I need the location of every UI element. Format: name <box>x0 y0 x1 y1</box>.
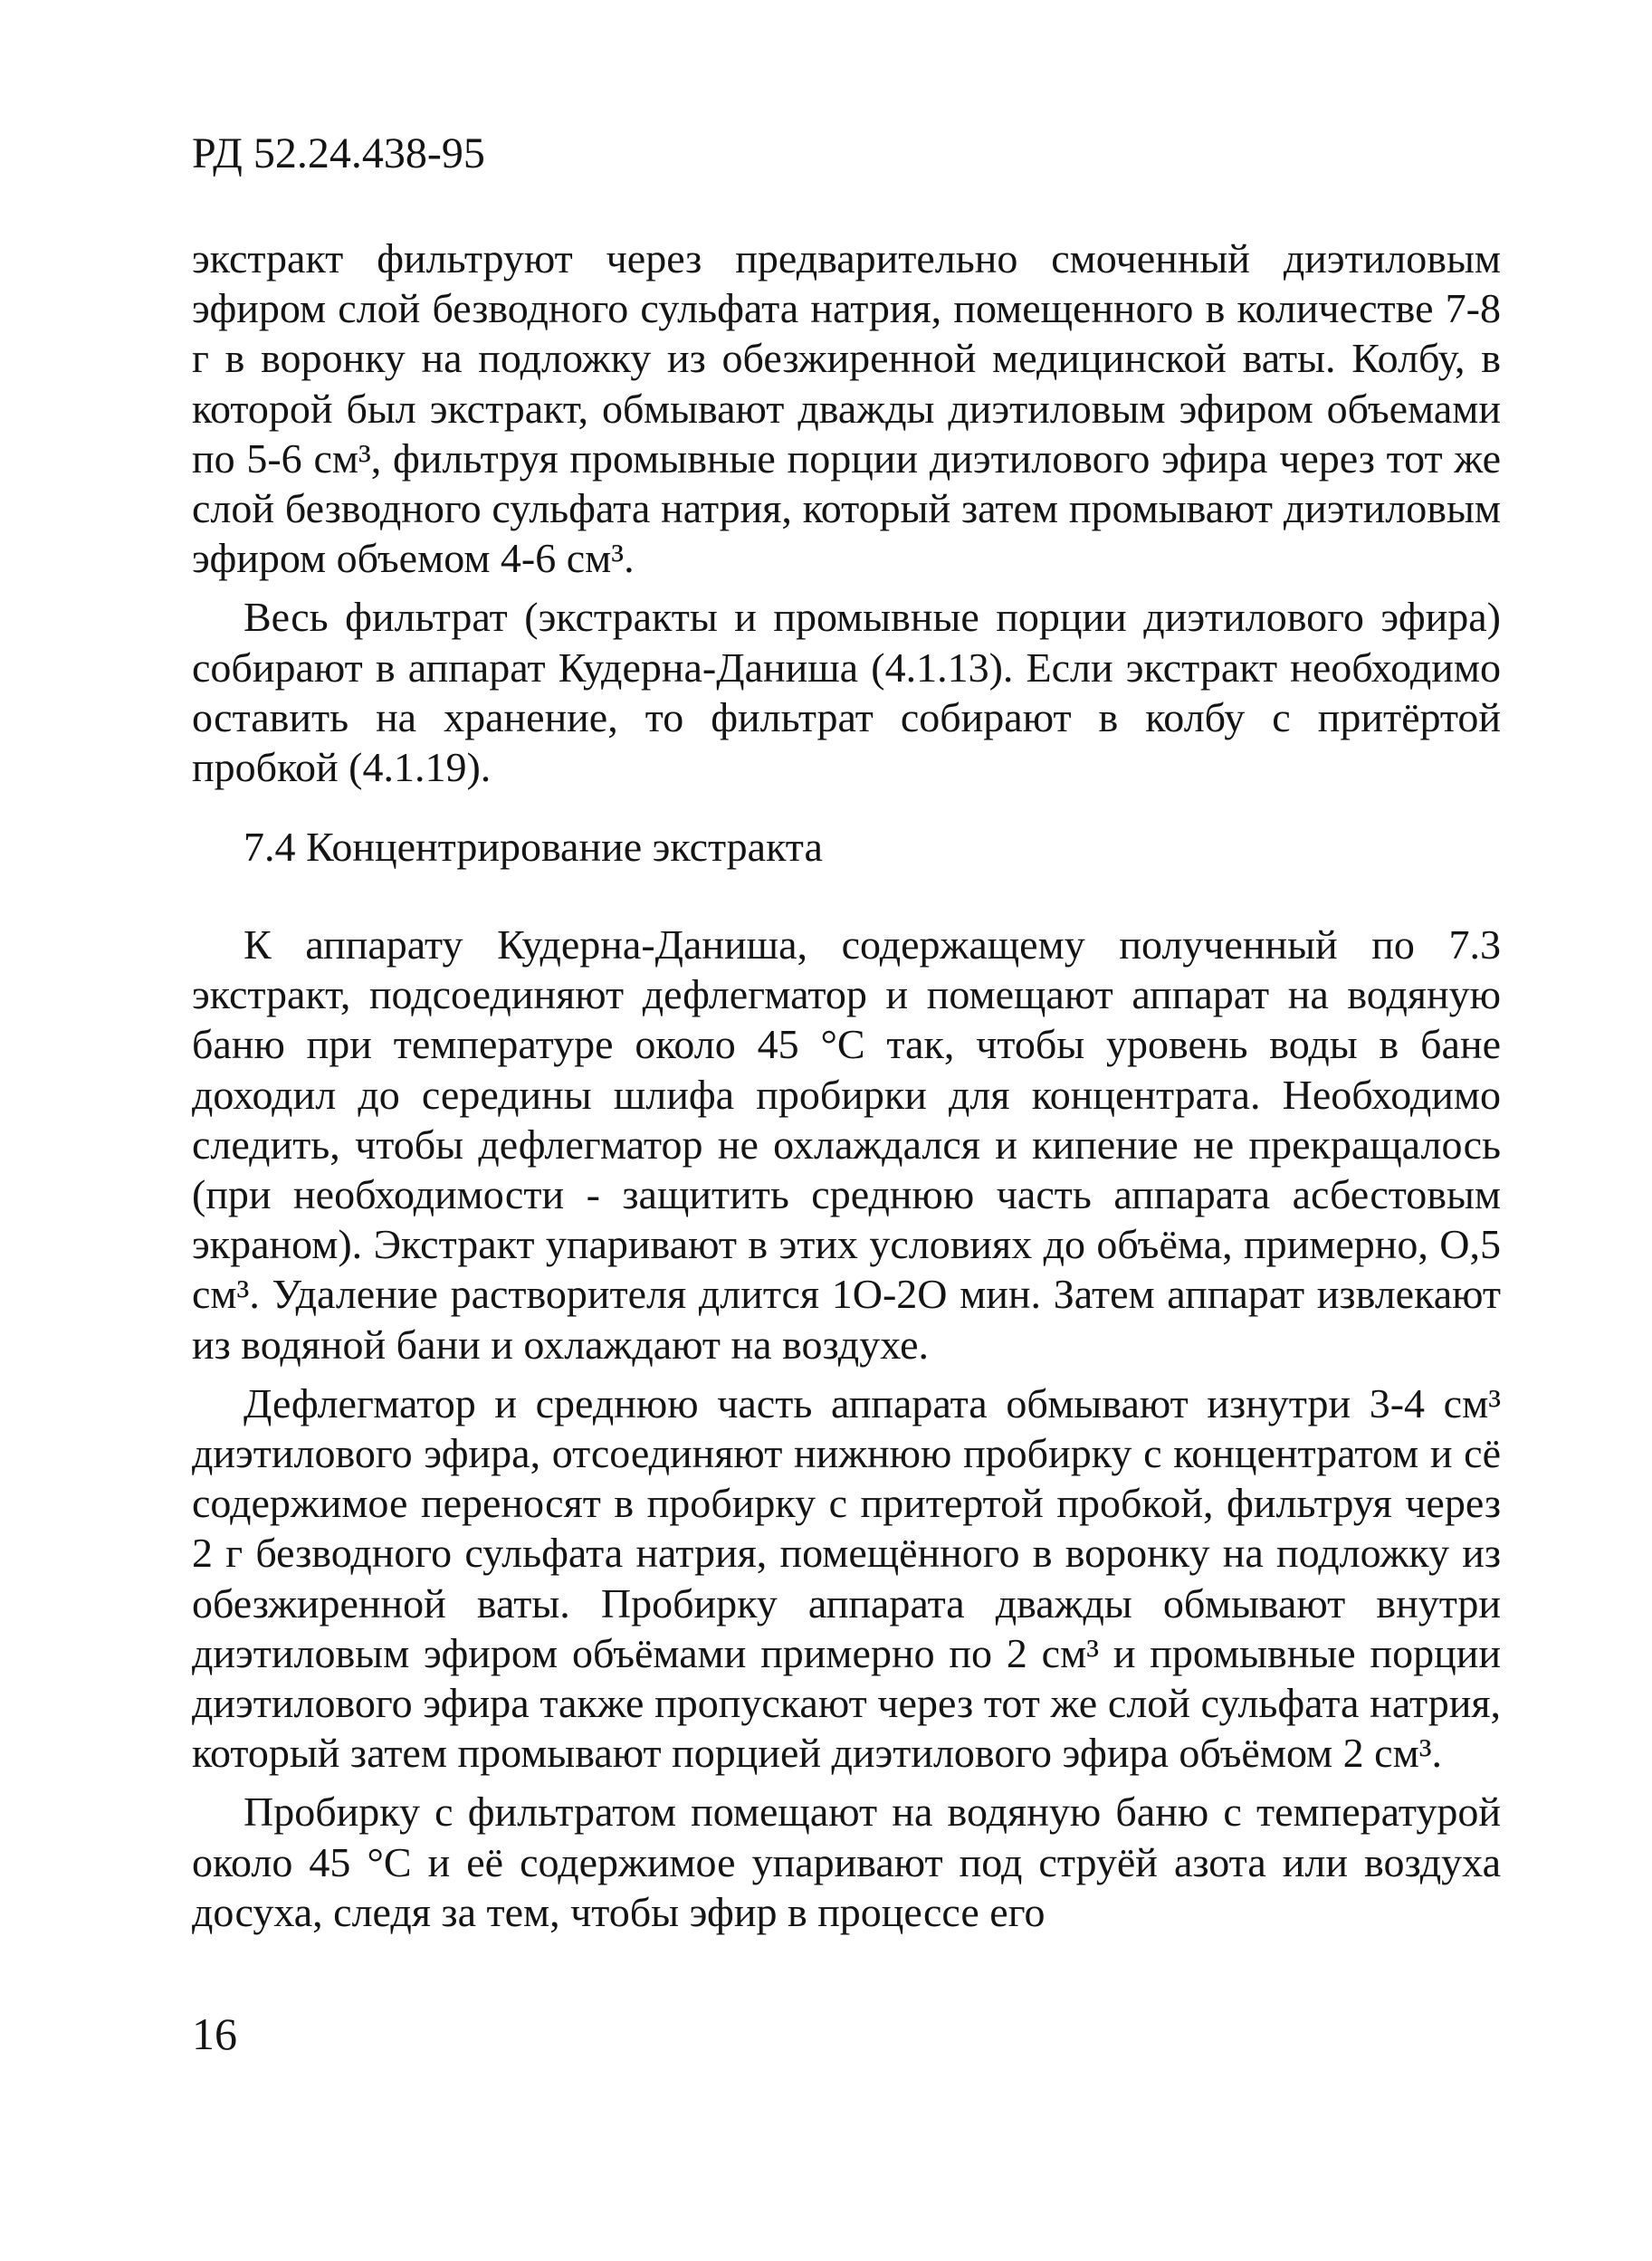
document-code-header: РД 52.24.438-95 <box>192 129 485 177</box>
paragraph-concentration: К аппарату Кудерна-Даниша, содержащему полученный по 7.3 экстракт, подсоединяют дефлегматор и помещают аппарат на водяную баню при температуре около 45 °С так, чтобы уровень воды в бане доходил до середины шлифа пробирки для концентрата. Необходимо следить, чтобы дефлегматор не охлаждался и кипение не прекращалось (при необходимости - защитить среднюю часть аппарата асбестовым экраном). Экстракт упаривают в этих условиях до объёма, примерно, О,5 см³. Удаление растворителя длится 1О-2О мин. Затем аппарат извлекают из водяной бани и охлаждают на воздухе. <box>192 921 1501 1368</box>
paragraph-evaporation: Пробирку с фильтратом помещают на водяную баню с температурой около 45 °С и её содержимое упаривают под струёй азота или воздуха досуха, следя за тем, чтобы эфир в процессе его <box>192 1789 1501 1935</box>
section-heading: 7.4 Концентрирование экстракта <box>244 824 823 870</box>
page-number: 16 <box>192 2008 237 2059</box>
paragraph-rinsing: Дефлегматор и среднюю часть аппарата обмывают изнутри 3-4 см³ диэтилового эфира, отсоединяют нижнюю пробирку с концентратом и сё содержимое переносят в пробирку с притертой пробкой, фильтруя через 2 г безводного сульфата натрия, помещённого в воронку на подложку из обезжиренной ваты. Пробирку аппарата дважды обмывают внутри диэтиловым эфиром объёмами примерно по 2 см³ и промывные порции диэтилового эфира также пропускают через тот же слой сульфата натрия, который затем промывают порцией диэтилового эфира объёмом 2 см³. <box>192 1379 1501 1777</box>
paragraph-filtration: экстракт фильтруют через предварительно смоченный диэтиловым эфиром слой безводного сульфата натрия, помещенного в количестве 7-8 г в воронку на подложку из обезжиренной медицинской ваты. Колбу, в которой был экстракт, обмывают дважды диэтиловым эфиром объемами по 5-6 см³, фильтруя промывные порции диэтилового эфира через тот же слой безводного сульфата натрия, который затем промывают диэтиловым эфиром объемом 4-6 см³. <box>192 235 1501 582</box>
text-block-before-section <box>192 234 1501 801</box>
paragraph-filtrate-collection: Весь фильтрат (экстракты и промывные порции диэтилового эфира) собирают в аппарат Кудерна-Даниша (4.1.13). Если экстракт необходимо оставить на хранение, то фильтрат собирают в колбу с притёртой пробкой (4.1.19). <box>192 594 1501 791</box>
text-block-section-7-4 <box>192 920 1501 1946</box>
